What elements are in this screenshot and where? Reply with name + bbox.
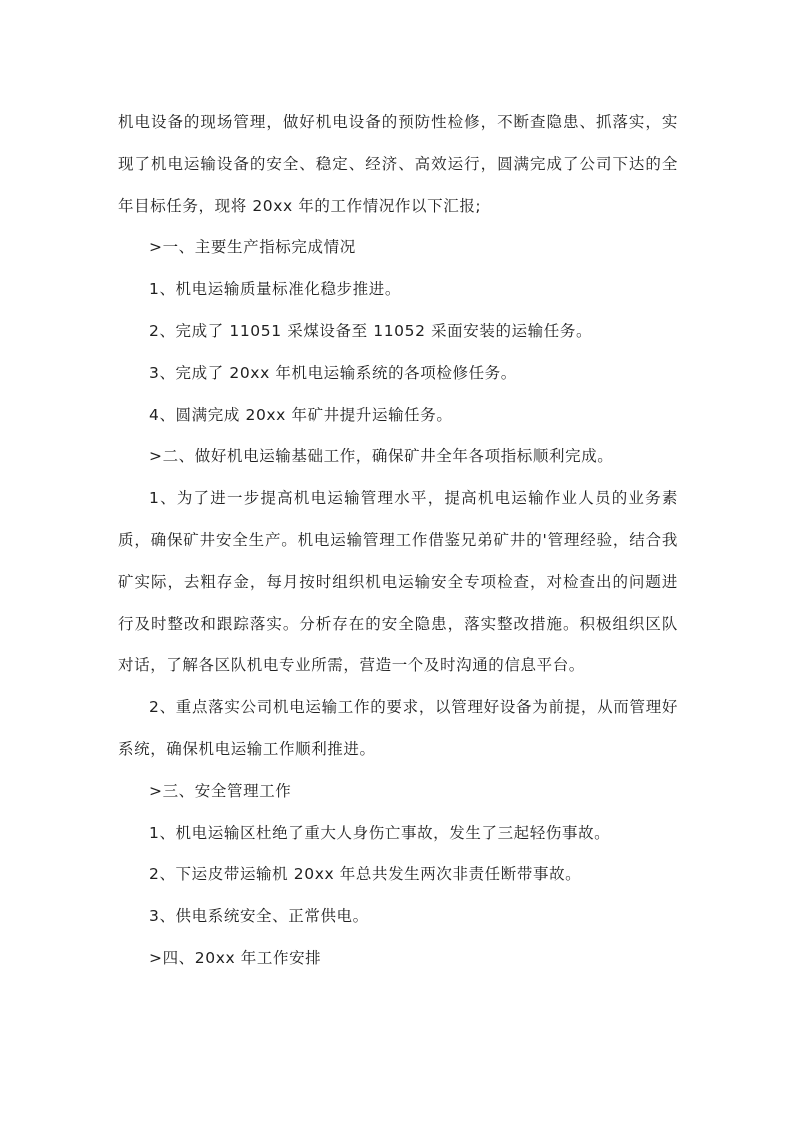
section-heading-2: >二、做好机电运输基础工作，确保矿井全年各项指标顺利完成。 bbox=[149, 447, 614, 466]
list-item: 3、供电系统安全、正常供电。 bbox=[149, 907, 369, 926]
list-item: 1、为了进一步提高机电运输管理水平，提高机电运输作业人员的业务素质，确保矿井安全生产。机电运输管理工作借鉴兄弟矿井的'管理经验，结合我矿实际，去粗存金，每月按时组织机电运输安全专项检查，对检查出的问题进行及时整改和跟踪落实。分析存在的安全隐患，落实整改措施。积极组织区队对话，了解各区队机电专业所需，营造一个及时沟通的信息平台。 bbox=[118, 489, 678, 675]
list-item: 1、机电运输质量标准化稳步推进。 bbox=[149, 280, 401, 299]
list-item: 2、完成了 11051 采煤设备至 11052 采面安装的运输任务。 bbox=[149, 321, 593, 340]
document-body bbox=[118, 102, 678, 980]
list-item: 2、下运皮带运输机 20xx 年总共发生两次非责任断带事故。 bbox=[149, 865, 582, 884]
list-item: 3、完成了 20xx 年机电运输系统的各项检修任务。 bbox=[149, 363, 517, 382]
section-heading-1: >一、主要生产指标完成情况 bbox=[149, 238, 356, 257]
list-item: 4、圆满完成 20xx 年矿井提升运输任务。 bbox=[149, 405, 453, 424]
section-heading-4: >四、20xx 年工作安排 bbox=[149, 948, 322, 967]
list-item: 1、机电运输区杜绝了重大人身伤亡事故，发生了三起轻伤事故。 bbox=[149, 823, 611, 842]
paragraph-intro: 机电设备的现场管理，做好机电设备的预防性检修，不断查隐患、抓落实，实现了机电运输设备的安全、稳定、经济、高效运行，圆满完成了公司下达的全年目标任务，现将 20xx 年的工作情况作以下汇报; bbox=[118, 113, 678, 215]
section-heading-3: >三、安全管理工作 bbox=[149, 781, 292, 800]
list-item: 2、重点落实公司机电运输工作的要求，以管理好设备为前提，从而管理好系统，确保机电运输工作顺利推进。 bbox=[118, 698, 678, 758]
